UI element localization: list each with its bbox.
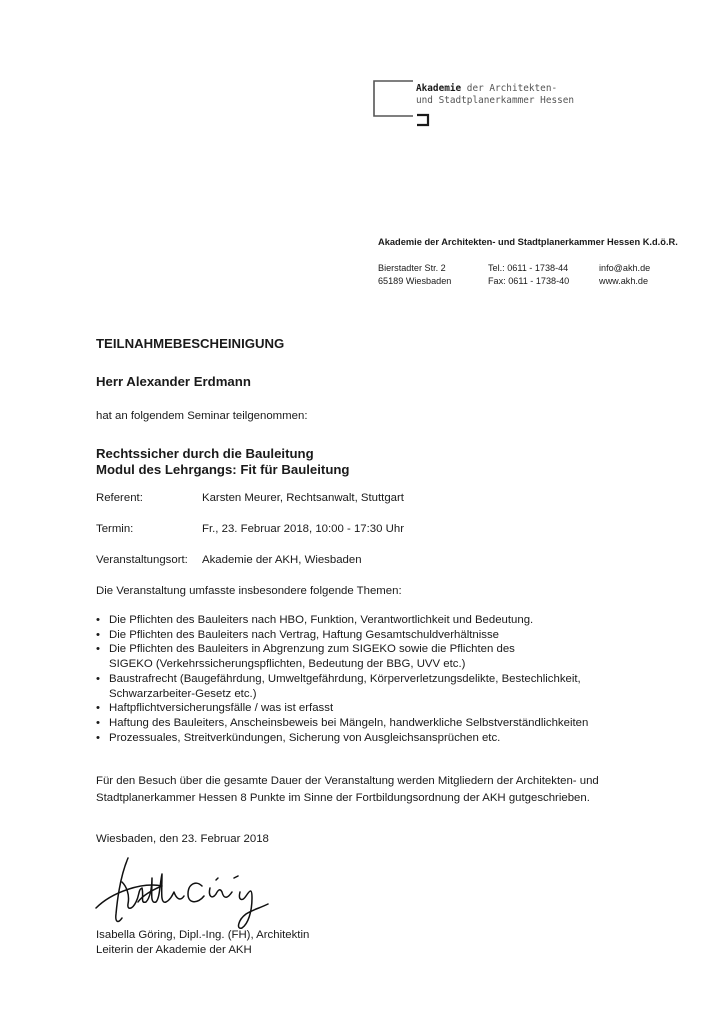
list-item	[96, 716, 588, 731]
course-heading	[96, 446, 350, 477]
list-item	[96, 613, 588, 628]
list-item	[96, 731, 588, 746]
list-item	[96, 628, 588, 643]
website-link[interactable]: www.akh.de	[599, 276, 649, 286]
list-item	[96, 642, 588, 671]
logo-line1-rest: der Architekten-	[461, 83, 558, 94]
signer-block	[96, 928, 309, 957]
city: 65189 Wiesbaden	[378, 276, 452, 286]
topic-line: • Haftpflichtversicherungsfälle / was ist erfasst	[109, 702, 334, 715]
list-item	[96, 672, 588, 701]
telephone: Tel.: 0611 - 1738-44	[488, 263, 569, 273]
place-and-date: Wiesbaden, den 23. Februar 2018	[96, 833, 269, 845]
signer-name: Isabella Göring, Dipl.-Ing. (FH), Architektin	[96, 929, 310, 941]
termin-value: Fr., 23. Februar 2018, 10:00 - 17:30 Uhr	[202, 523, 404, 535]
topics-list	[96, 613, 588, 745]
points-line-1: Für den Besuch über die gesamte Dauer der Veranstaltung werden Mitgliedern der Architekten- und	[96, 775, 599, 787]
venue-label: Veranstaltungsort:	[96, 554, 188, 566]
intro-text: hat an folgendem Seminar teilgenommen:	[96, 410, 308, 422]
topic-line: • Die Pflichten des Bauleiters in Abgrenzung zum SIGEKO sowie die Pflichten des	[109, 643, 515, 656]
topic-line-continued: Schwarzarbeiter-Gesetz etc.)	[109, 687, 257, 700]
email-link[interactable]: info@akh.de	[599, 263, 651, 273]
postal-address	[378, 262, 451, 288]
topic-line-continued: SIGEKO (Verkehrssicherungspflichten, Bedeutung der BBG, UVV etc.)	[109, 658, 466, 671]
document-title: TEILNAHMEBESCHEINIGUNG	[96, 336, 285, 351]
course-subtitle: Modul des Lehrgangs: Fit für Bauleitung	[96, 461, 350, 477]
topic-line: • Prozessuales, Streitverkündungen, Sicherung von Ausgleichsansprüchen etc.	[109, 731, 501, 744]
akh-logo	[373, 79, 633, 127]
list-item	[96, 701, 588, 716]
organization-name: Akademie der Architekten- und Stadtplanerkammer Hessen K.d.ö.R.	[378, 237, 678, 247]
signer-role: Leiterin der Akademie der AKH	[96, 943, 252, 956]
topics-intro: Die Veranstaltung umfasste insbesondere folgende Themen:	[96, 585, 402, 597]
phone-block	[488, 262, 569, 288]
handwritten-signature	[92, 852, 277, 932]
logo-line2: und Stadtplanerkammer Hessen	[416, 95, 575, 106]
topic-line: • Die Pflichten des Bauleiters nach HBO, Funktion, Verantwortlichkeit und Bedeutung.	[109, 614, 534, 626]
street: Bierstadter Str. 2	[378, 263, 446, 273]
recipient-name: Herr Alexander Erdmann	[96, 374, 251, 389]
logo-wordmark	[416, 83, 574, 107]
online-contact	[599, 262, 650, 288]
credit-points-paragraph	[96, 773, 599, 806]
referent-value: Karsten Meurer, Rechtsanwalt, Stuttgart	[202, 492, 404, 504]
topic-line: • Haftung des Bauleiters, Anscheinsbeweis bei Mängeln, handwerkliche Selbstverständlichkeiten	[109, 716, 589, 729]
logo-line1-bold: Akademie	[416, 83, 462, 94]
termin-label: Termin:	[96, 523, 134, 535]
fax: Fax: 0611 - 1738-40	[488, 276, 570, 286]
course-title: Rechtssicher durch die Bauleitung	[96, 446, 314, 461]
venue-value: Akademie der AKH, Wiesbaden	[202, 554, 362, 566]
topic-line: • Die Pflichten des Bauleiters nach Vertrag, Haftung Gesamtschuldverhältnisse	[109, 628, 500, 641]
referent-label: Referent:	[96, 492, 143, 504]
topic-line: • Baustrafrecht (Baugefährdung, Umweltgefährdung, Körperverletzungsdelikte, Bestechlichkeit,	[109, 672, 581, 685]
points-line-2: Stadtplanerkammer Hessen 8 Punkte im Sinne der Fortbildungsordnung der AKH gutgeschrieben.	[96, 791, 590, 804]
